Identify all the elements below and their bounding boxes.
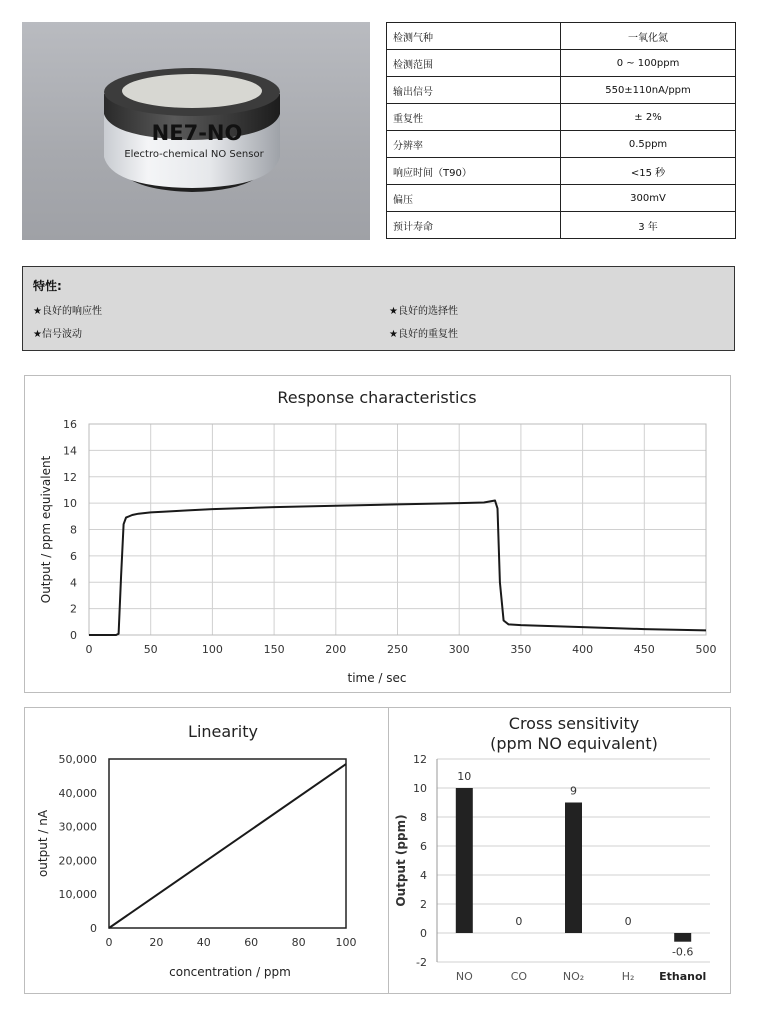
linearity-chart-panel xyxy=(24,707,394,994)
y-tick-label: -2 xyxy=(416,956,427,969)
y-tick-label: 6 xyxy=(70,549,77,563)
cross-sensitivity-chart xyxy=(389,708,730,993)
spec-table xyxy=(386,22,736,239)
features-title: 特性: xyxy=(33,279,62,293)
y-tick-label: 14 xyxy=(63,444,77,458)
x-axis-label: time / sec xyxy=(347,671,407,685)
y-tick-label: 12 xyxy=(63,470,77,484)
x-tick-label: 100 xyxy=(201,643,223,656)
x-tick-label: 450 xyxy=(633,643,655,656)
y-tick-label: 10 xyxy=(413,782,427,795)
y-tick-label: 4 xyxy=(70,576,77,590)
sensor-model-label: NE7-NO xyxy=(151,121,243,145)
spec-row xyxy=(387,158,736,185)
y-tick-label: 12 xyxy=(413,753,427,766)
y-tick-label: 0 xyxy=(90,922,97,935)
features-box xyxy=(22,266,735,351)
y-tick-label: 8 xyxy=(70,523,77,537)
feature-item: ★良好的选择性 xyxy=(389,306,458,317)
linearity-chart xyxy=(25,708,393,993)
spec-label: 预计寿命 xyxy=(387,212,561,239)
chart-title: Response characteristics xyxy=(277,388,477,407)
x-tick-label: 350 xyxy=(510,643,532,656)
chart-title: Cross sensitivity xyxy=(508,714,640,733)
y-tick-label: 40,000 xyxy=(58,786,97,800)
x-tick-label: 200 xyxy=(325,643,347,656)
x-tick-label: 0 xyxy=(85,643,93,656)
x-tick-label: 250 xyxy=(387,643,408,656)
x-category-label: H₂ xyxy=(621,970,635,983)
x-tick-label: 400 xyxy=(572,643,594,656)
y-tick-label: 8 xyxy=(420,811,427,824)
sensor-photo xyxy=(22,22,370,240)
x-tick-label: 50 xyxy=(143,643,158,656)
spec-value: 300mV xyxy=(561,185,736,212)
y-tick-label: 0 xyxy=(420,927,427,940)
y-tick-label: 10 xyxy=(63,497,77,511)
x-tick-label: 40 xyxy=(196,936,211,949)
bar-value-label: 0 xyxy=(624,915,632,928)
spec-row xyxy=(387,23,736,50)
spec-row xyxy=(387,185,736,212)
y-tick-label: 2 xyxy=(420,898,427,911)
chart-title: Linearity xyxy=(188,722,258,741)
response-chart-panel xyxy=(24,375,731,693)
spec-row xyxy=(387,131,736,158)
spec-value: 0 ~ 100ppm xyxy=(561,50,736,77)
spec-label: 检测气种 xyxy=(387,23,561,50)
y-axis-label: Output (ppm) xyxy=(394,814,408,907)
y-tick-label: 0 xyxy=(70,629,77,642)
feature-item: ★良好的响应性 xyxy=(33,306,102,317)
y-tick-label: 30,000 xyxy=(58,820,97,834)
linearity-series-line xyxy=(109,764,346,928)
y-axis-label: Output / ppm equivalent xyxy=(39,455,53,604)
spec-value: 3 年 xyxy=(561,212,736,239)
y-tick-label: 10,000 xyxy=(58,888,97,902)
spec-row xyxy=(387,50,736,77)
spec-label: 检测范围 xyxy=(387,50,561,77)
feature-item: ★信号波动 xyxy=(33,329,82,340)
x-tick-label: 20 xyxy=(149,936,164,949)
x-tick-label: 500 xyxy=(695,643,717,656)
spec-row xyxy=(387,104,736,131)
spec-value: 550±110nA/ppm xyxy=(561,77,736,104)
spec-label: 重复性 xyxy=(387,104,561,131)
x-tick-label: 300 xyxy=(448,643,470,656)
x-category-label: Ethanol xyxy=(659,970,707,983)
spec-value: ± 2% xyxy=(561,104,736,131)
response-chart xyxy=(25,376,730,692)
y-tick-label: 2 xyxy=(70,602,77,616)
spec-value: 一氧化氮 xyxy=(561,23,736,50)
feature-item: ★良好的重复性 xyxy=(389,329,458,340)
chart-subtitle: (ppm NO equivalent) xyxy=(490,734,658,753)
cross-sensitivity-chart-panel xyxy=(388,707,731,994)
spec-label: 偏压 xyxy=(387,185,561,212)
sensor-subtitle-label: Electro-chemical NO Sensor xyxy=(124,149,264,160)
x-category-label: NO₂ xyxy=(562,970,585,983)
spec-label: 响应时间（T90） xyxy=(387,158,561,185)
y-tick-label: 4 xyxy=(420,869,427,882)
x-tick-label: 150 xyxy=(263,643,285,656)
spec-row xyxy=(387,77,736,104)
y-tick-label: 50,000 xyxy=(58,753,97,766)
y-tick-label: 16 xyxy=(63,418,77,431)
bar xyxy=(565,803,582,934)
bar-value-label: 9 xyxy=(570,784,577,798)
y-tick-label: 20,000 xyxy=(58,854,97,868)
bar-value-label: 0 xyxy=(515,915,523,928)
bar xyxy=(456,788,473,933)
x-tick-label: 80 xyxy=(291,936,306,949)
x-category-label: CO xyxy=(510,970,528,983)
spec-label: 分辨率 xyxy=(387,131,561,158)
x-axis-label: concentration / ppm xyxy=(169,965,291,979)
x-category-label: NO xyxy=(455,970,473,983)
y-axis-label: output / nA xyxy=(36,809,50,878)
bar-value-label: -0.6 xyxy=(671,945,694,959)
bar-value-label: 10 xyxy=(457,770,472,783)
x-tick-label: 100 xyxy=(335,936,357,949)
bar xyxy=(674,933,691,942)
x-tick-label: 60 xyxy=(244,936,259,949)
spec-value: <15 秒 xyxy=(561,158,736,185)
y-tick-label: 6 xyxy=(420,840,427,853)
spec-label: 输出信号 xyxy=(387,77,561,104)
x-tick-label: 0 xyxy=(105,936,113,949)
spec-value: 0.5ppm xyxy=(561,131,736,158)
spec-row xyxy=(387,212,736,239)
